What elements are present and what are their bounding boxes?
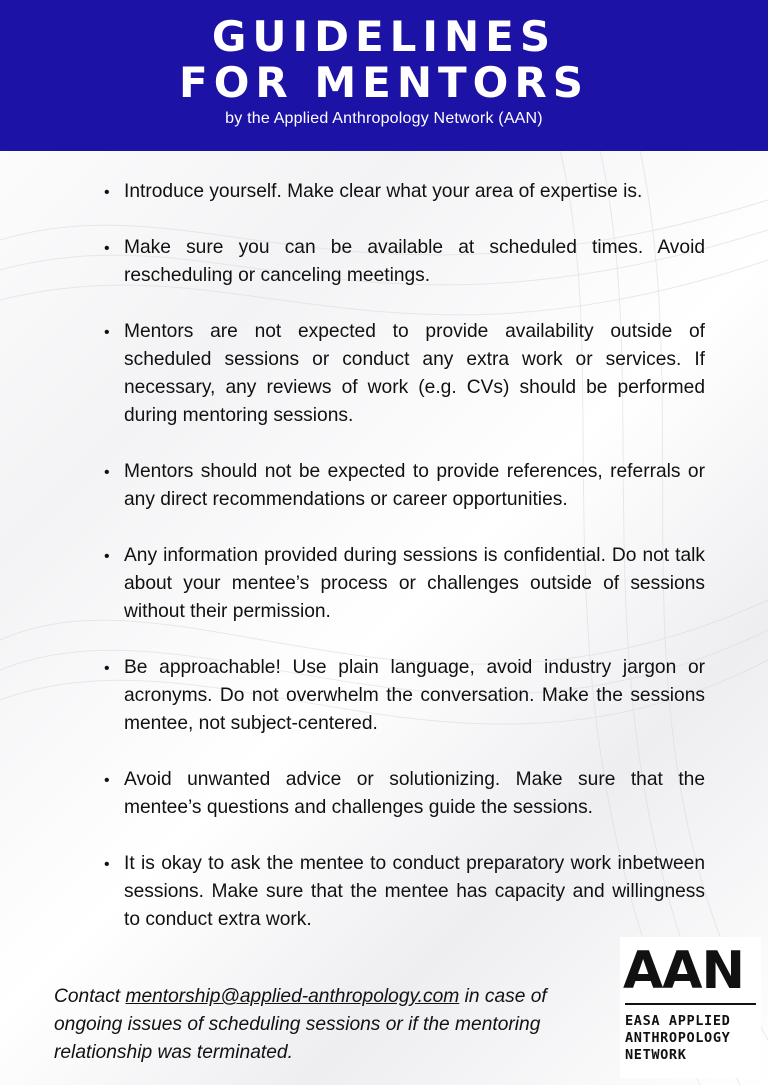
bullet-icon: •: [104, 184, 110, 201]
guideline-text: Mentors should not be expected to provide references, referrals or any direct recommendations or career opportunities.: [124, 461, 705, 510]
logo-wordmark: [625, 1013, 759, 1064]
bullet-icon: •: [104, 464, 110, 481]
page-title-line-1: GUIDELINES: [211, 12, 557, 61]
guideline-item: [104, 178, 705, 206]
contact-prefix: Contact: [54, 986, 126, 1008]
guideline-item: [104, 766, 705, 822]
guideline-text: Introduce yourself. Make clear what your area of expertise is.: [124, 181, 643, 202]
guideline-text: It is okay to ask the mentee to conduct preparatory work inbetween sessions. Make sure that the mentee has capacity and willingness to conduct extra work.: [124, 853, 705, 930]
logo-line-2: ANTHROPOLOGY: [625, 1030, 731, 1046]
aan-logo: [620, 937, 761, 1078]
bullet-icon: •: [104, 548, 110, 565]
bullet-icon: •: [104, 772, 110, 789]
bullet-icon: •: [104, 240, 110, 257]
page-header: [0, 0, 768, 151]
bullet-icon: •: [104, 856, 110, 873]
page-title: [0, 0, 768, 106]
guideline-item: [104, 458, 705, 514]
logo-line-3: NETWORK: [625, 1047, 687, 1063]
guideline-text: Be approachable! Use plain language, avoid industry jargon or acronyms. Do not overwhelm the conversation. Make the sessions mentee, not subject-centered.: [124, 657, 705, 734]
logo-divider: [625, 1003, 756, 1005]
guideline-item: [104, 234, 705, 290]
guideline-item: [104, 850, 705, 934]
guideline-item: [104, 654, 705, 738]
bullet-icon: •: [104, 660, 110, 677]
contact-suffix: in case of ongoing issues of scheduling sessions or if the mentoring relationship was terminated.: [54, 986, 547, 1064]
guideline-text: Any information provided during sessions is confidential. Do not talk about your mentee’s process or challenges outside of sessions without their permission.: [124, 545, 705, 622]
guideline-text: Avoid unwanted advice or solutionizing. Make sure that the mentee’s questions and challenges guide the sessions.: [124, 769, 705, 818]
guideline-text: Make sure you can be available at scheduled times. Avoid rescheduling or canceling meetings.: [124, 237, 705, 286]
contact-note: [54, 983, 594, 1067]
guideline-item: [104, 318, 705, 430]
guideline-item: [104, 542, 705, 626]
logo-line-1: EASA APPLIED: [625, 1013, 731, 1029]
logo-mark: AAN: [623, 941, 745, 1001]
page-subtitle: by the Applied Anthropology Network (AAN): [225, 110, 543, 127]
bullet-icon: •: [104, 324, 110, 341]
guideline-text: Mentors are not expected to provide availability outside of scheduled sessions or conduct any extra work or services. If necessary, any reviews of work (e.g. CVs) should be performed during mentoring sessions.: [124, 321, 705, 426]
contact-email-link[interactable]: mentorship@applied-anthropology.com: [125, 986, 460, 1008]
page-title-line-2: FOR MENTORS: [179, 58, 589, 107]
guidelines-list: [104, 178, 705, 962]
